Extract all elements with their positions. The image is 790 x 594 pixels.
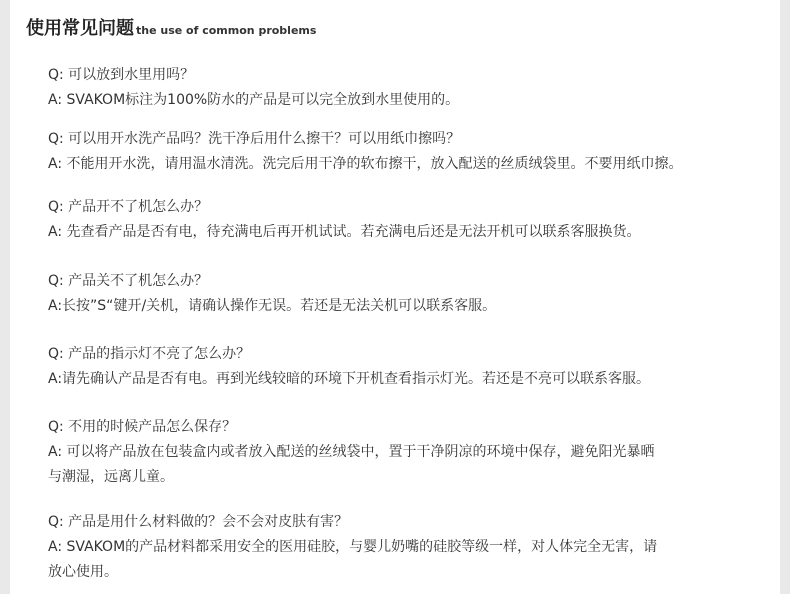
- content-panel: [10, 0, 780, 594]
- faq-question: Q: 可以用开水洗产品吗？洗干净后用什么擦干？可以用纸巾擦吗？: [48, 131, 461, 147]
- faq-item: [48, 415, 774, 490]
- faq-question: Q: 产品的指示灯不亮了怎么办？: [48, 346, 251, 362]
- faq-question: Q: 产品开不了机怎么办？: [48, 199, 209, 215]
- faq-answer: A: SVAKOM标注为100%防水的产品是可以完全放到水里使用的。: [48, 92, 460, 108]
- faq-answer: A:长按”S“键开/关机，请确认操作无误。若还是无法关机可以联系客服。: [48, 298, 497, 314]
- faq-item: [48, 342, 774, 392]
- section-header: [26, 14, 316, 40]
- faq-answer: A: SVAKOM的产品材料都采用安全的医用硅胶，与婴儿奶嘴的硅胶等级一样，对人体完全无害，请: [48, 539, 658, 555]
- faq-item: [48, 127, 774, 177]
- faq-item: [48, 195, 774, 245]
- faq-question: Q: 可以放到水里用吗？: [48, 67, 195, 83]
- faq-question: Q: 产品是用什么材料做的？会不会对皮肤有害？: [48, 514, 349, 530]
- faq-question: Q: 不用的时候产品怎么保存？: [48, 419, 237, 435]
- faq-answer-continued: 与潮湿，远离儿童。: [48, 469, 174, 485]
- page-title: 使用常见问题: [26, 18, 134, 39]
- faq-answer: A: 先查看产品是否有电，待充满电后再开机试试。若充满电后还是无法开机可以联系客服换货。: [48, 224, 641, 240]
- faq-item: [48, 269, 774, 319]
- faq-question: Q: 产品关不了机怎么办？: [48, 273, 209, 289]
- faq-answer-continued: 放心使用。: [48, 564, 118, 580]
- faq-answer: A:请先确认产品是否有电。再到光线较暗的环境下开机查看指示灯光。若还是不亮可以联系客服。: [48, 371, 651, 387]
- faq-item: [48, 510, 774, 585]
- faq-answer: A: 可以将产品放在包装盒内或者放入配送的丝绒袋中，置于干净阴凉的环境中保存，避免阳光暴晒: [48, 444, 655, 460]
- faq-answer: A: 不能用开水洗，请用温水清洗。洗完后用干净的软布擦干，放入配送的丝质绒袋里。不要用纸巾擦。: [48, 156, 683, 172]
- faq-item: [48, 63, 774, 113]
- page-subtitle: the use of common problems: [136, 24, 317, 37]
